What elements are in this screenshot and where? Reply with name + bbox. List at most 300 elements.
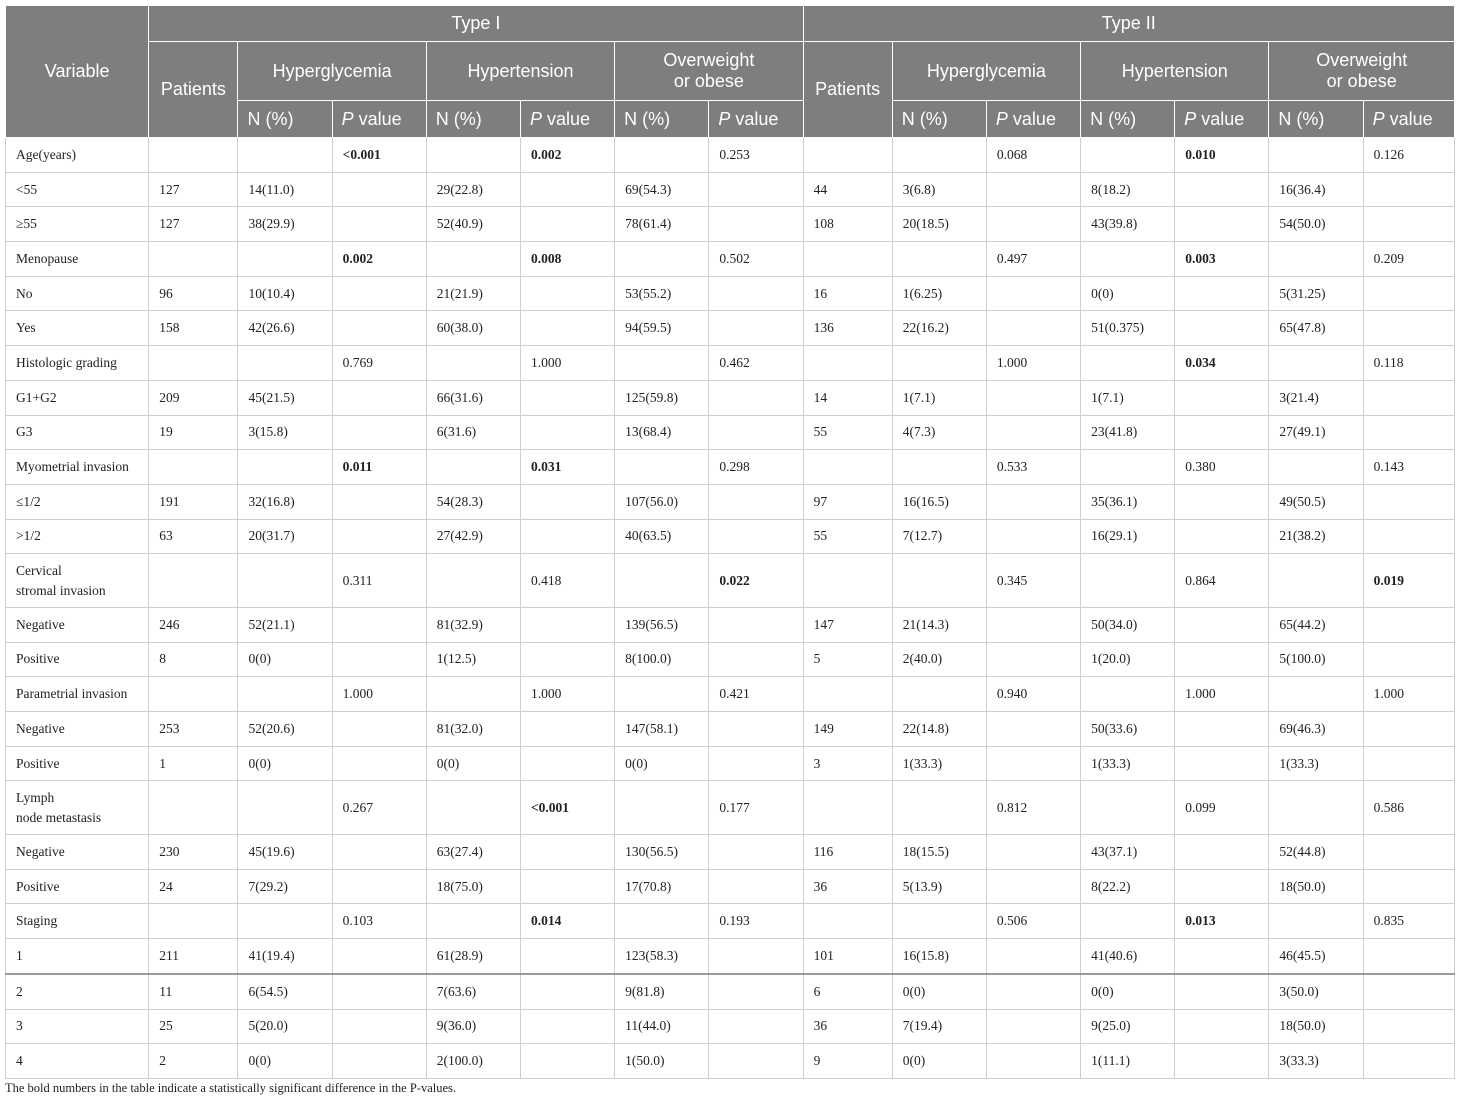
table-cell: 27(49.1) — [1269, 415, 1363, 450]
row-label — [6, 519, 149, 554]
table-cell — [332, 311, 426, 346]
header-p-letter: P — [718, 108, 731, 129]
header-n-percent: N (%) — [1269, 101, 1363, 138]
table-cell — [1175, 207, 1269, 242]
table-cell — [426, 904, 520, 939]
table-cell: 43(39.8) — [1081, 207, 1175, 242]
table-cell — [149, 781, 238, 835]
table-cell: <0.001 — [332, 138, 426, 173]
table-cell — [332, 207, 426, 242]
table-cell: 116 — [803, 835, 892, 870]
table-cell — [332, 974, 426, 1009]
table-cell: 0(0) — [426, 746, 520, 781]
table-cell — [1269, 677, 1363, 712]
row-label — [6, 311, 149, 346]
header-p-value — [1363, 101, 1454, 138]
header-p-suffix: value — [1196, 108, 1245, 129]
table-row — [6, 450, 1455, 485]
table-cell: 10(10.4) — [238, 276, 332, 311]
table-cell: 69(46.3) — [1269, 712, 1363, 747]
table-cell — [332, 484, 426, 519]
table-cell — [238, 138, 332, 173]
table-cell: 1(33.3) — [1081, 746, 1175, 781]
table-cell — [986, 415, 1080, 450]
table-cell: 8(100.0) — [615, 642, 709, 677]
table-cell: 8(22.2) — [1081, 869, 1175, 904]
table-cell: 211 — [149, 939, 238, 974]
row-label-text: Staging — [16, 913, 58, 929]
table-cell: 21(38.2) — [1269, 519, 1363, 554]
table-cell: 4(7.3) — [892, 415, 986, 450]
table-row — [6, 712, 1455, 747]
table-cell — [709, 607, 803, 642]
table-cell: 6(31.6) — [426, 415, 520, 450]
table-cell: 130(56.5) — [615, 835, 709, 870]
table-cell: 35(36.1) — [1081, 484, 1175, 519]
table-cell — [520, 1044, 614, 1079]
table-row — [6, 642, 1455, 677]
table-cell — [986, 939, 1080, 974]
row-label — [6, 1044, 149, 1079]
table-cell — [426, 346, 520, 381]
table-cell — [1081, 781, 1175, 835]
table-cell — [149, 554, 238, 608]
table-cell: 136 — [803, 311, 892, 346]
row-label — [6, 207, 149, 242]
table-cell: 3(15.8) — [238, 415, 332, 450]
table-cell — [615, 781, 709, 835]
table-cell — [1081, 554, 1175, 608]
table-row — [6, 746, 1455, 781]
table-cell — [520, 974, 614, 1009]
table-cell: 0.769 — [332, 346, 426, 381]
table-cell — [520, 207, 614, 242]
table-cell: 1(6.25) — [892, 276, 986, 311]
table-cell — [332, 1009, 426, 1044]
table-cell — [615, 138, 709, 173]
table-cell: 0.421 — [709, 677, 803, 712]
table-cell: 29(22.8) — [426, 172, 520, 207]
table-cell: 1(33.3) — [1269, 746, 1363, 781]
row-label-text: Menopause — [16, 250, 79, 266]
table-cell — [1175, 380, 1269, 415]
row-label-text: Positive — [16, 755, 60, 771]
table-cell — [892, 781, 986, 835]
table-cell — [709, 712, 803, 747]
table-row — [6, 781, 1455, 835]
table-cell — [1175, 519, 1269, 554]
table-cell: 96 — [149, 276, 238, 311]
table-row — [6, 311, 1455, 346]
table-row — [6, 415, 1455, 450]
header-p-value — [986, 101, 1080, 138]
table-cell: 13(68.4) — [615, 415, 709, 450]
table-cell — [520, 380, 614, 415]
table-cell: 0.380 — [1175, 450, 1269, 485]
header-variable: Variable — [6, 6, 149, 138]
table-cell: 0.002 — [332, 242, 426, 277]
table-cell: 0(0) — [238, 642, 332, 677]
table-cell — [332, 607, 426, 642]
table-cell — [149, 677, 238, 712]
table-cell: 107(56.0) — [615, 484, 709, 519]
table-cell — [520, 276, 614, 311]
header-p-letter: P — [1372, 108, 1385, 129]
table-cell: 18(15.5) — [892, 835, 986, 870]
table-cell: 16(36.4) — [1269, 172, 1363, 207]
table-cell: 5(100.0) — [1269, 642, 1363, 677]
table-cell: 20(31.7) — [238, 519, 332, 554]
table-cell: <0.001 — [520, 781, 614, 835]
row-label-text: 1 — [16, 947, 23, 963]
table-cell: 253 — [149, 712, 238, 747]
table-cell — [892, 346, 986, 381]
table-cell — [709, 415, 803, 450]
table-cell — [520, 484, 614, 519]
table-cell: 69(54.3) — [615, 172, 709, 207]
header-n-percent: N (%) — [1081, 101, 1175, 138]
table-cell: 22(16.2) — [892, 311, 986, 346]
table-cell — [709, 380, 803, 415]
table-cell — [1175, 172, 1269, 207]
table-cell — [426, 450, 520, 485]
table-cell: 61(28.9) — [426, 939, 520, 974]
table-cell: 9(36.0) — [426, 1009, 520, 1044]
table-cell — [986, 519, 1080, 554]
table-cell: 25 — [149, 1009, 238, 1044]
table-cell: 0.209 — [1363, 242, 1454, 277]
table-cell: 1(33.3) — [892, 746, 986, 781]
table-cell: 0.177 — [709, 781, 803, 835]
table-cell: 38(29.9) — [238, 207, 332, 242]
table-cell — [1175, 1009, 1269, 1044]
row-label-text: >1/2 — [16, 528, 41, 544]
table-cell: 1(50.0) — [615, 1044, 709, 1079]
row-label-text: Myometrial invasion — [16, 459, 129, 475]
table-cell: 22(14.8) — [892, 712, 986, 747]
table-row — [6, 519, 1455, 554]
row-label-text: Lymph — [16, 789, 55, 805]
table-cell — [709, 1044, 803, 1079]
table-cell: 44 — [803, 172, 892, 207]
table-cell — [1175, 939, 1269, 974]
row-label-text: Negative — [16, 720, 65, 736]
header-overweight — [615, 42, 803, 101]
table-cell: 127 — [149, 207, 238, 242]
table-cell: 46(45.5) — [1269, 939, 1363, 974]
table-cell — [986, 607, 1080, 642]
table-cell — [332, 380, 426, 415]
table-cell — [1269, 138, 1363, 173]
table-cell — [986, 311, 1080, 346]
row-label — [6, 677, 149, 712]
table-cell: 0.103 — [332, 904, 426, 939]
table-body — [6, 138, 1455, 1079]
table-cell — [892, 554, 986, 608]
header-n-percent: N (%) — [238, 101, 332, 138]
table-cell — [332, 642, 426, 677]
table-cell — [709, 484, 803, 519]
table-cell — [238, 677, 332, 712]
table-cell: 50(33.6) — [1081, 712, 1175, 747]
table-cell — [332, 869, 426, 904]
table-cell: 0.011 — [332, 450, 426, 485]
header-overweight-line2: or obese — [673, 71, 744, 91]
table-cell — [892, 138, 986, 173]
row-label — [6, 746, 149, 781]
row-label — [6, 939, 149, 974]
row-label — [6, 484, 149, 519]
header-p-value — [520, 101, 614, 138]
table-cell: 45(19.6) — [238, 835, 332, 870]
table-cell — [238, 554, 332, 608]
table-cell: 54(50.0) — [1269, 207, 1363, 242]
table-cell: 0.835 — [1363, 904, 1454, 939]
table-cell: 0.298 — [709, 450, 803, 485]
table-cell: 45(21.5) — [238, 380, 332, 415]
table-cell — [1175, 746, 1269, 781]
table-row — [6, 554, 1455, 608]
table-cell: 158 — [149, 311, 238, 346]
table-row — [6, 138, 1455, 173]
table-cell — [426, 242, 520, 277]
table-cell: 3(6.8) — [892, 172, 986, 207]
table-cell: 5(31.25) — [1269, 276, 1363, 311]
table-cell — [332, 172, 426, 207]
table-cell — [1175, 607, 1269, 642]
table-cell — [1363, 869, 1454, 904]
header-p-letter: P — [1184, 108, 1197, 129]
row-label-text: Positive — [16, 878, 60, 894]
table-cell: 0.143 — [1363, 450, 1454, 485]
table-cell: 1(7.1) — [892, 380, 986, 415]
table-cell — [1363, 746, 1454, 781]
table-cell — [426, 554, 520, 608]
row-label — [6, 904, 149, 939]
header-p-suffix: value — [730, 108, 779, 129]
table-cell — [986, 207, 1080, 242]
table-cell: 0.864 — [1175, 554, 1269, 608]
row-label — [6, 869, 149, 904]
row-label-text: 4 — [16, 1053, 23, 1069]
row-label — [6, 712, 149, 747]
table-cell: 1.000 — [1175, 677, 1269, 712]
row-label — [6, 346, 149, 381]
table-cell: 0.502 — [709, 242, 803, 277]
table-cell — [520, 519, 614, 554]
table-cell: 0(0) — [1081, 276, 1175, 311]
table-cell — [332, 276, 426, 311]
table-cell: 0.940 — [986, 677, 1080, 712]
table-cell — [986, 380, 1080, 415]
table-cell: 0.014 — [520, 904, 614, 939]
table-cell — [1081, 138, 1175, 173]
table-row — [6, 276, 1455, 311]
table-row — [6, 974, 1455, 1009]
table-cell: 127 — [149, 172, 238, 207]
table-cell — [892, 450, 986, 485]
table-cell — [149, 904, 238, 939]
table-cell — [1175, 869, 1269, 904]
table-cell: 9(25.0) — [1081, 1009, 1175, 1044]
table-cell — [1363, 939, 1454, 974]
table-cell — [1363, 712, 1454, 747]
table-cell — [1175, 276, 1269, 311]
table-cell: 0(0) — [615, 746, 709, 781]
table-cell — [1269, 242, 1363, 277]
table-cell — [986, 712, 1080, 747]
table-cell — [1363, 415, 1454, 450]
table-cell: 54(28.3) — [426, 484, 520, 519]
table-cell: 230 — [149, 835, 238, 870]
header-patients: Patients — [803, 42, 892, 138]
table-cell: 43(37.1) — [1081, 835, 1175, 870]
table-cell — [520, 1009, 614, 1044]
header-hypertension: Hypertension — [1081, 42, 1269, 101]
table-cell: 0.506 — [986, 904, 1080, 939]
table-cell: 18(50.0) — [1269, 1009, 1363, 1044]
table-cell: 1(20.0) — [1081, 642, 1175, 677]
row-label — [6, 554, 149, 608]
header-p-suffix: value — [353, 108, 402, 129]
header-overweight — [1269, 42, 1455, 101]
table-cell — [520, 607, 614, 642]
table-cell: 1(12.5) — [426, 642, 520, 677]
table-cell — [1081, 904, 1175, 939]
table-row — [6, 346, 1455, 381]
table-row — [6, 869, 1455, 904]
table-cell: 147(58.1) — [615, 712, 709, 747]
table-cell — [238, 781, 332, 835]
table-cell — [1175, 974, 1269, 1009]
table-cell — [709, 642, 803, 677]
table-row — [6, 1009, 1455, 1044]
table-cell — [615, 450, 709, 485]
table-cell: 41(19.4) — [238, 939, 332, 974]
table-cell: 16(16.5) — [892, 484, 986, 519]
table-cell: 3(21.4) — [1269, 380, 1363, 415]
table-cell: 52(20.6) — [238, 712, 332, 747]
table-cell: 65(47.8) — [1269, 311, 1363, 346]
row-label — [6, 380, 149, 415]
row-label — [6, 642, 149, 677]
row-label — [6, 781, 149, 835]
table-container — [5, 5, 1455, 1079]
table-cell: 0.812 — [986, 781, 1080, 835]
table-cell: 0.002 — [520, 138, 614, 173]
table-cell: 0.253 — [709, 138, 803, 173]
table-cell: 191 — [149, 484, 238, 519]
table-cell — [1363, 276, 1454, 311]
table-cell: 0(0) — [238, 1044, 332, 1079]
table-cell: 0.034 — [1175, 346, 1269, 381]
table-cell — [986, 974, 1080, 1009]
table-cell — [709, 974, 803, 1009]
header-p-value — [709, 101, 803, 138]
table-cell: 97 — [803, 484, 892, 519]
table-cell — [1269, 781, 1363, 835]
table-cell: 0.099 — [1175, 781, 1269, 835]
table-cell: 1.000 — [986, 346, 1080, 381]
table-cell: 9 — [803, 1044, 892, 1079]
table-cell — [1363, 172, 1454, 207]
table-cell: 21(21.9) — [426, 276, 520, 311]
table-cell — [332, 712, 426, 747]
table-cell: 0.008 — [520, 242, 614, 277]
table-cell — [1363, 835, 1454, 870]
header-type-2: Type II — [803, 6, 1454, 42]
table-cell: 101 — [803, 939, 892, 974]
header-p-suffix: value — [1384, 108, 1433, 129]
table-cell — [1269, 346, 1363, 381]
table-cell — [803, 677, 892, 712]
table-cell — [238, 904, 332, 939]
table-cell: 1.000 — [332, 677, 426, 712]
table-row — [6, 172, 1455, 207]
table-cell: 11(44.0) — [615, 1009, 709, 1044]
table-cell — [520, 746, 614, 781]
table-cell — [709, 311, 803, 346]
table-cell — [1081, 677, 1175, 712]
table-cell: 1.000 — [520, 677, 614, 712]
table-cell — [520, 939, 614, 974]
table-cell — [986, 869, 1080, 904]
table-cell — [709, 1009, 803, 1044]
table-cell — [986, 1009, 1080, 1044]
table-cell: 0.031 — [520, 450, 614, 485]
table-cell: 0(0) — [892, 1044, 986, 1079]
row-label-text: Yes — [16, 320, 36, 336]
row-label — [6, 607, 149, 642]
table-cell: 19 — [149, 415, 238, 450]
table-cell — [709, 172, 803, 207]
row-label — [6, 276, 149, 311]
table-cell — [149, 450, 238, 485]
table-cell: 0.003 — [1175, 242, 1269, 277]
table-cell — [615, 554, 709, 608]
table-cell: 1 — [149, 746, 238, 781]
table-cell: 1.000 — [1363, 677, 1454, 712]
table-footnote: The bold numbers in the table indicate a statistically significant difference in the P-values. — [5, 1081, 457, 1095]
header-hyperglycemia: Hyperglycemia — [892, 42, 1080, 101]
table-cell — [803, 904, 892, 939]
table-cell: 5(20.0) — [238, 1009, 332, 1044]
table-cell: 52(21.1) — [238, 607, 332, 642]
table-cell: 209 — [149, 380, 238, 415]
header-p-letter: P — [529, 108, 542, 129]
row-label-text: Positive — [16, 651, 60, 667]
table-cell — [238, 450, 332, 485]
table-cell: 7(29.2) — [238, 869, 332, 904]
table-row — [6, 380, 1455, 415]
table-cell: 11 — [149, 974, 238, 1009]
table-cell — [1363, 607, 1454, 642]
table-cell: 21(14.3) — [892, 607, 986, 642]
table-cell — [1175, 415, 1269, 450]
table-cell — [709, 869, 803, 904]
table-cell — [238, 346, 332, 381]
table-cell — [520, 835, 614, 870]
table-cell — [332, 746, 426, 781]
table-row — [6, 207, 1455, 242]
table-cell: 8(18.2) — [1081, 172, 1175, 207]
table-cell — [149, 138, 238, 173]
header-p-letter: P — [341, 108, 354, 129]
table-cell: 0(0) — [1081, 974, 1175, 1009]
table-cell: 17(70.8) — [615, 869, 709, 904]
header-p-value — [332, 101, 426, 138]
table-cell: 55 — [803, 415, 892, 450]
